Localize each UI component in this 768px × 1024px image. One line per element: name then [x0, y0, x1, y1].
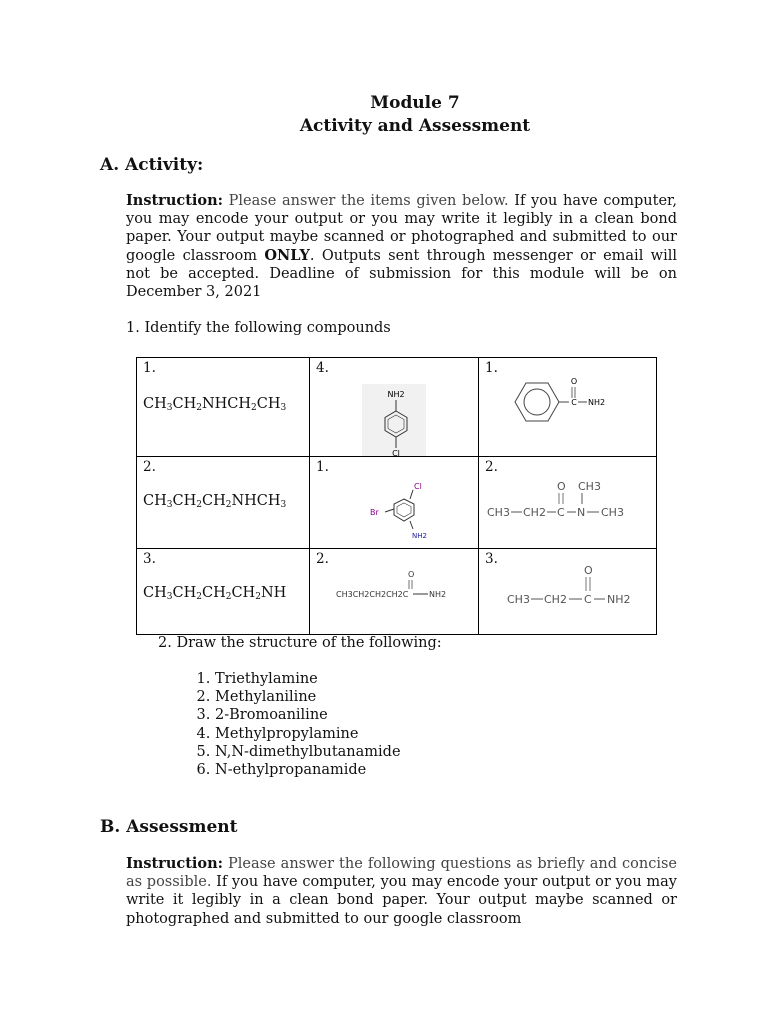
- item-number: 2.: [316, 551, 329, 567]
- br-label: Br: [370, 508, 379, 517]
- chain-label: CH3CH2CH2CH2C: [336, 590, 409, 599]
- formula-butylamine: $CH_3CH_2CH_2CH_2NH$: [143, 585, 287, 602]
- assessment-heading: B. Assessment: [100, 817, 238, 837]
- ch3-label: CH3: [507, 593, 530, 606]
- item-number: 2.: [143, 459, 156, 475]
- activity-heading: A. Activity:: [100, 155, 204, 175]
- list-item: 4. Methylpropylamine: [215, 725, 401, 743]
- instruction-text-end: . Outputs sent through messenger or email will not be accepted. Deadline of submission for this module will be on December 3, 2021: [126, 247, 678, 301]
- item-number: 1.: [316, 459, 329, 475]
- cell-r2-c1: [137, 457, 310, 549]
- nh2-label: NH2: [588, 398, 606, 407]
- propanamide-structure: [479, 549, 655, 634]
- cl-label: Cl: [414, 482, 422, 491]
- o-label: O: [557, 480, 566, 493]
- ch2-label: CH2: [523, 506, 546, 519]
- c-label: C: [557, 506, 565, 519]
- instruction-label: Instruction:: [126, 192, 223, 209]
- c-label: C: [571, 398, 577, 407]
- cell-r3-c2: [310, 549, 479, 635]
- instruction-only: ONLY: [264, 246, 310, 264]
- ch3-label: CH3: [601, 506, 624, 519]
- item-number: 3.: [143, 551, 156, 567]
- instruction-label: Instruction:: [126, 855, 223, 872]
- compounds-table: [136, 357, 657, 635]
- item-number: 1.: [485, 360, 498, 376]
- module-subtitle: Activity and Assessment: [299, 116, 531, 136]
- list-item: 1. Triethylamine: [215, 670, 401, 688]
- ch3-label: CH3: [487, 506, 510, 519]
- draw-list: [170, 670, 401, 779]
- o-label: O: [584, 564, 593, 577]
- instruction-text: If you have computer, you may encode your output or you may write it legibly in a clean bond paper. Your output maybe scanned or photographed and submitted to our google classroom: [126, 193, 678, 264]
- cell-r2-c3: [479, 457, 657, 549]
- cell-r1-c3: [479, 358, 657, 457]
- item-number: 2.: [485, 459, 498, 475]
- item-number: 3.: [485, 551, 498, 567]
- c-label: C: [584, 593, 592, 606]
- assessment-instruction: [126, 855, 677, 928]
- list-item: 6. N-ethylpropanamide: [215, 761, 401, 779]
- module-title: Module 7: [370, 93, 460, 113]
- chloroaniline-structure: [310, 358, 478, 456]
- nh2-label: NH2: [607, 593, 631, 606]
- bromochloroaniline-structure: [310, 457, 478, 548]
- item-number: 4.: [316, 360, 329, 376]
- n-label: N: [577, 506, 586, 519]
- question-2: 2. Draw the structure of the following:: [158, 635, 442, 651]
- activity-instruction: [126, 192, 677, 301]
- instruction-gray-text: Please answer the items given below.: [228, 193, 509, 209]
- pentanamide-structure: [310, 549, 478, 634]
- ch2-label: CH2: [544, 593, 567, 606]
- formula-methylpropylamine: $CH_3CH_2CH_2NHCH_3$: [143, 493, 287, 510]
- list-item: 3. 2-Bromoaniline: [215, 706, 401, 724]
- question-1: 1. Identify the following compounds: [126, 320, 391, 336]
- o-label: O: [408, 570, 415, 579]
- list-item: 2. Methylaniline: [215, 688, 401, 706]
- dimethylpropanamide-structure: [479, 457, 655, 548]
- cell-r1-c1: [137, 358, 310, 457]
- nh2-label: NH2: [387, 390, 405, 399]
- nh2-label: NH2: [412, 532, 427, 540]
- cell-r1-c2: [310, 358, 479, 457]
- ch3-label: CH3: [578, 480, 601, 493]
- benzamide-structure: [479, 358, 655, 456]
- cell-r3-c1: [137, 549, 310, 635]
- formula-diethylamine: $CH_3CH_2NHCH_2CH_3$: [143, 396, 287, 413]
- nh2-label: NH2: [429, 590, 447, 599]
- cell-r2-c2: [310, 457, 479, 549]
- o-label: O: [570, 377, 578, 386]
- cell-r3-c3: [479, 549, 657, 635]
- instruction-text: If you have computer, you may encode your output or you may write it legibly in a clean bond paper. Your output maybe scanned or photographed and submitted to our google classroom: [126, 874, 678, 927]
- cl-label: Cl: [392, 449, 400, 456]
- list-item: 5. N,N-dimethylbutanamide: [215, 743, 401, 761]
- instruction-gray-text: Please answer the following questions as briefly and concise as possible.: [126, 856, 677, 891]
- item-number: 1.: [143, 360, 156, 376]
